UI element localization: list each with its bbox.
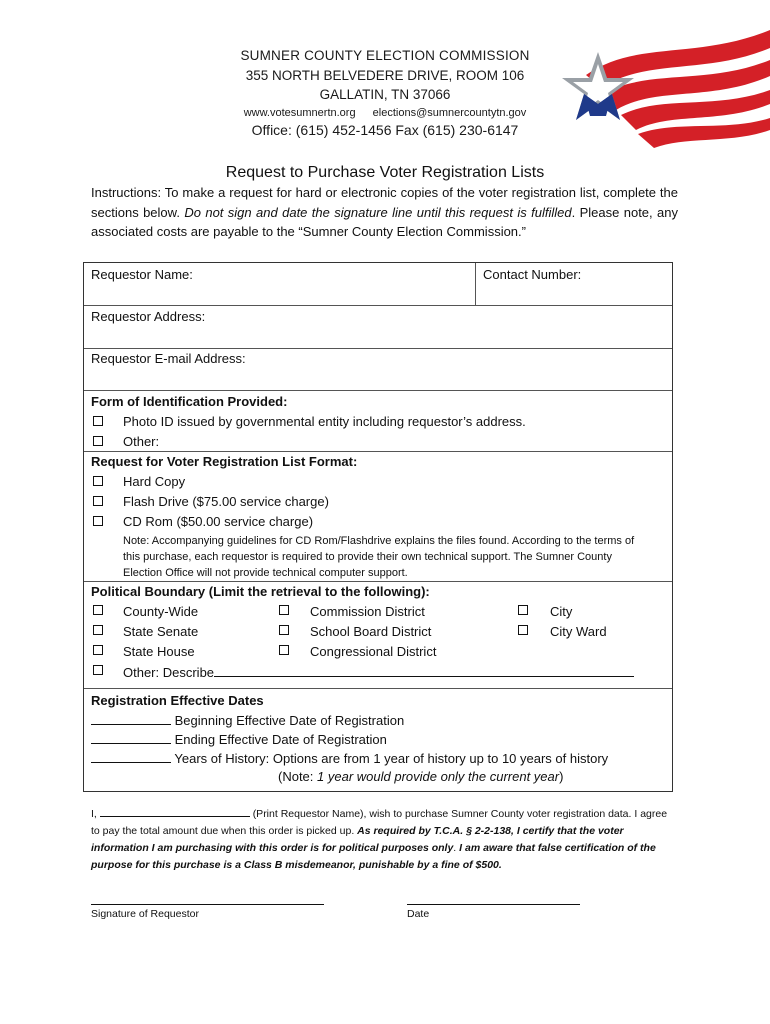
request-form (83, 262, 673, 792)
requestor-name-field[interactable] (84, 263, 475, 305)
school-board-district-label: School Board District (310, 624, 432, 639)
cert-prefix: I, (91, 808, 97, 820)
star-flag-logo-icon (546, 20, 770, 150)
requestor-name-label: Requestor Name: (91, 267, 193, 282)
signature-label: Signature of Requestor (91, 908, 199, 920)
address-line-1: 355 NORTH BELVEDERE DRIVE, ROOM 106 (245, 68, 525, 83)
school-board-district-checkbox[interactable] (279, 625, 289, 635)
cert-text: (Print Requestor Name), wish to purchase Sumner County voter registration data. I agree to pay the total amount due when this order is picked up. (91, 808, 668, 837)
page-title: Request to Purchase Voter Registration Lists (225, 164, 545, 181)
other-describe-text: Other: Describe (123, 665, 215, 680)
website-link[interactable]: www.votesumnertn.org (243, 107, 356, 119)
org-name: SUMNER COUNTY ELECTION COMMISSION (240, 48, 530, 63)
beginning-date-label: Beginning Effective Date of Registration (174, 713, 405, 728)
beginning-date-field[interactable] (91, 712, 171, 725)
state-house-checkbox[interactable] (93, 645, 103, 655)
signature-line[interactable] (91, 904, 324, 905)
congressional-district-checkbox[interactable] (279, 645, 289, 655)
boundary-heading: Political Boundary (Limit the retrieval to the following): (91, 584, 430, 599)
cert-bold-1: As required by T.C.A. § 2-2-138, I certify that the voter information I am purchasing with this order is for political purposes only (91, 825, 624, 854)
commission-district-checkbox[interactable] (279, 605, 289, 615)
email-link[interactable]: elections@sumnercountytn.gov (372, 107, 527, 119)
date-label: Date (407, 908, 430, 920)
dates-heading: Registration Effective Dates (91, 693, 264, 708)
congressional-district-label: Congressional District (310, 644, 437, 659)
years-note-close: ) (559, 769, 564, 784)
other-id-label: Other: (123, 434, 160, 449)
certification-text (91, 806, 676, 874)
instructions-italic: Do not sign and date the signature line until this request is fulfilled (184, 204, 572, 220)
date-line[interactable] (407, 904, 580, 905)
county-wide-label: County-Wide (123, 604, 199, 619)
other-describe-field[interactable] (214, 664, 634, 677)
format-note: Note: Accompanying guidelines for CD Rom/Flashdrive explains the files found. According to the terms of this purchase, each requestor is required to provide their own technical support. The Sumner County Election Office will not provide technical computer support. (123, 535, 635, 579)
ending-date-row (91, 731, 387, 747)
requestor-address-field[interactable] (84, 306, 674, 348)
years-note-italic: 1 year would provide only the current year (317, 769, 560, 784)
requestor-email-label: Requestor E-mail Address: (91, 351, 246, 366)
state-senate-checkbox[interactable] (93, 625, 103, 635)
phone-line: Office: (615) 452-1456 Fax (615) 230-6147 (251, 122, 519, 138)
cert-text-2: . (453, 842, 460, 854)
city-ward-checkbox[interactable] (518, 625, 528, 635)
state-senate-label: State Senate (123, 624, 199, 639)
other-describe-label (123, 664, 634, 680)
cd-rom-label: CD Rom ($50.00 service charge) (123, 514, 314, 529)
instructions (91, 183, 678, 242)
instructions-text: Instructions: To make a request for hard or electronic copies of the voter registration list, complete the sections below. (91, 185, 678, 220)
requestor-address-label: Requestor Address: (91, 309, 206, 324)
years-note (278, 769, 563, 784)
photo-id-label: Photo ID issued by governmental entity including requestor’s address. (123, 414, 526, 429)
years-history-label: Years of History: Options are from 1 year of history up to 10 years of history (174, 751, 609, 766)
beginning-date-row (91, 712, 404, 728)
format-heading: Request for Voter Registration List Format: (91, 454, 358, 469)
commission-district-label: Commission District (310, 604, 425, 619)
cert-bold-2: I am aware that false certification of the purpose for this purchase is a Class B misdemeanor, punishable by a fine of $500. (91, 842, 656, 871)
photo-id-checkbox[interactable] (93, 416, 103, 426)
flash-drive-checkbox[interactable] (93, 496, 103, 506)
contact-number-label: Contact Number: (483, 267, 582, 282)
city-ward-label: City Ward (550, 624, 607, 639)
instructions-text-2: . Please note, any associated costs are payable to the “Sumner County Election Commission.” (91, 204, 678, 239)
years-history-row (91, 750, 608, 766)
ending-date-label: Ending Effective Date of Registration (174, 732, 387, 747)
state-house-label: State House (123, 644, 195, 659)
cd-rom-checkbox[interactable] (93, 516, 103, 526)
contact-number-field[interactable] (476, 263, 674, 305)
years-note-open: (Note: (278, 769, 318, 784)
address-line-2: GALLATIN, TN 37066 (319, 87, 451, 102)
city-label: City (550, 604, 573, 619)
other-id-checkbox[interactable] (93, 436, 103, 446)
requestor-email-field[interactable] (84, 349, 674, 390)
years-history-field[interactable] (91, 750, 171, 763)
ending-date-field[interactable] (91, 731, 171, 744)
city-checkbox[interactable] (518, 605, 528, 615)
hard-copy-label: Hard Copy (123, 474, 186, 489)
identification-heading: Form of Identification Provided: (91, 394, 288, 409)
flash-drive-label: Flash Drive ($75.00 service charge) (123, 494, 329, 509)
print-name-field[interactable] (100, 806, 250, 817)
hard-copy-checkbox[interactable] (93, 476, 103, 486)
county-wide-checkbox[interactable] (93, 605, 103, 615)
other-describe-checkbox[interactable] (93, 665, 103, 675)
